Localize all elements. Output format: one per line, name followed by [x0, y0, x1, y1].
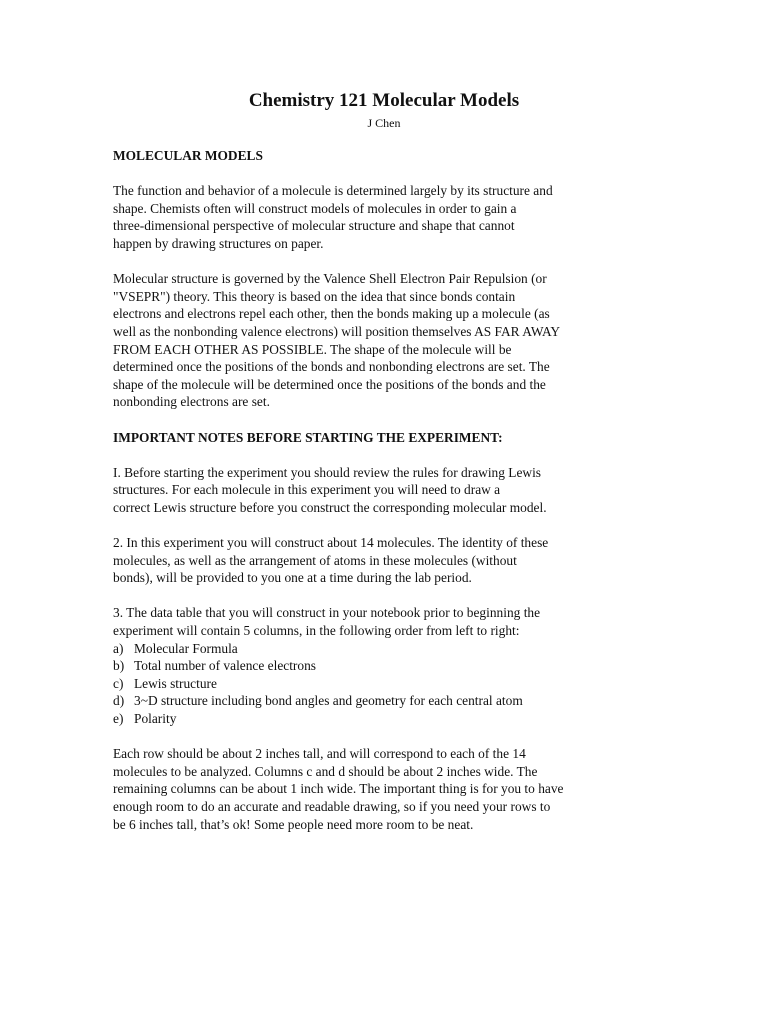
text-line: electrons and electrons repel each other, then the bonds making up a molecule (as: [113, 306, 550, 322]
paragraph-vsepr: [113, 270, 658, 411]
text-line: shape. Chemists often will construct models of molecules in order to gain a: [113, 200, 517, 216]
text-line: molecules to be analyzed. Columns c and d should be about 2 inches wide. The: [113, 763, 538, 779]
list-item-text: Total number of valence electrons: [134, 658, 316, 674]
list-item: [113, 710, 658, 728]
text-line: molecules, as well as the arrangement of atoms in these molecules (without: [113, 552, 517, 568]
list-marker: c): [113, 675, 124, 691]
list-marker: e): [113, 711, 124, 726]
note-2: [113, 534, 658, 587]
list-item-text: Lewis structure: [134, 675, 217, 691]
text-line: structures. For each molecule in this experiment you will need to draw a: [113, 482, 501, 498]
list-item: [113, 657, 658, 675]
text-line: 3. The data table that you will construct in your notebook prior to beginning the: [113, 605, 541, 621]
notes-heading: IMPORTANT NOTES BEFORE STARTING THE EXPERIMENT:: [113, 429, 503, 445]
document-author: J Chen: [367, 116, 401, 130]
paragraph-intro: [113, 182, 658, 252]
text-line: well as the nonbonding valence electrons) will position themselves AS FAR AWAY: [113, 323, 561, 339]
list-item-text: 3~D structure including bond angles and geometry for each central atom: [134, 693, 523, 709]
text-line: The function and behavior of a molecule is determined largely by its structure and: [113, 183, 553, 199]
text-line: three-dimensional perspective of molecular structure and shape that cannot: [113, 218, 515, 234]
paragraph-table-size: [113, 745, 658, 833]
list-item: [113, 692, 658, 710]
note-1: [113, 464, 658, 517]
text-line: remaining columns can be about 1 inch wide. The important thing is for you to have: [113, 781, 564, 797]
list-marker: d): [113, 693, 125, 709]
text-line: experiment will contain 5 columns, in the following order from left to right:: [113, 623, 520, 639]
text-line: determined once the positions of the bonds and nonbonding electrons are set. The: [113, 359, 550, 375]
list-item-text: Molecular Formula: [134, 640, 238, 656]
text-line: Each row should be about 2 inches tall, and will correspond to each of the 14: [113, 746, 526, 762]
text-line: nonbonding electrons are set.: [113, 394, 270, 410]
list-item: [113, 675, 658, 693]
list-marker: a): [113, 640, 124, 656]
section-heading: MOLECULAR MODELS: [113, 148, 263, 163]
list-item-text: Polarity: [134, 711, 177, 726]
text-line: be 6 inches tall, that’s ok! Some people need more room to be neat.: [113, 816, 474, 832]
text-line: shape of the molecule will be determined once the positions of the bonds and the: [113, 376, 546, 392]
text-line: 2. In this experiment you will construct about 14 molecules. The identity of these: [113, 535, 549, 551]
columns-list: [113, 640, 658, 728]
text-line: I. Before starting the experiment you should review the rules for drawing Lewis: [113, 464, 542, 480]
text-line: "VSEPR") theory. This theory is based on the idea that since bonds contain: [113, 288, 516, 304]
text-line: bonds), will be provided to you one at a time during the lab period.: [113, 570, 472, 586]
note-3: [113, 604, 658, 727]
text-line: Molecular structure is governed by the Valence Shell Electron Pair Repulsion (or: [113, 271, 547, 287]
document-title: Chemistry 121 Molecular Models: [248, 90, 520, 111]
text-line: correct Lewis structure before you construct the corresponding molecular model.: [113, 499, 547, 515]
text-line: happen by drawing structures on paper.: [113, 235, 324, 251]
list-item: [113, 640, 658, 658]
document-body: [113, 147, 658, 851]
text-line: enough room to do an accurate and readable drawing, so if you need your rows to: [113, 798, 551, 814]
text-line: FROM EACH OTHER AS POSSIBLE. The shape of the molecule will be: [113, 341, 512, 357]
list-marker: b): [113, 658, 125, 674]
